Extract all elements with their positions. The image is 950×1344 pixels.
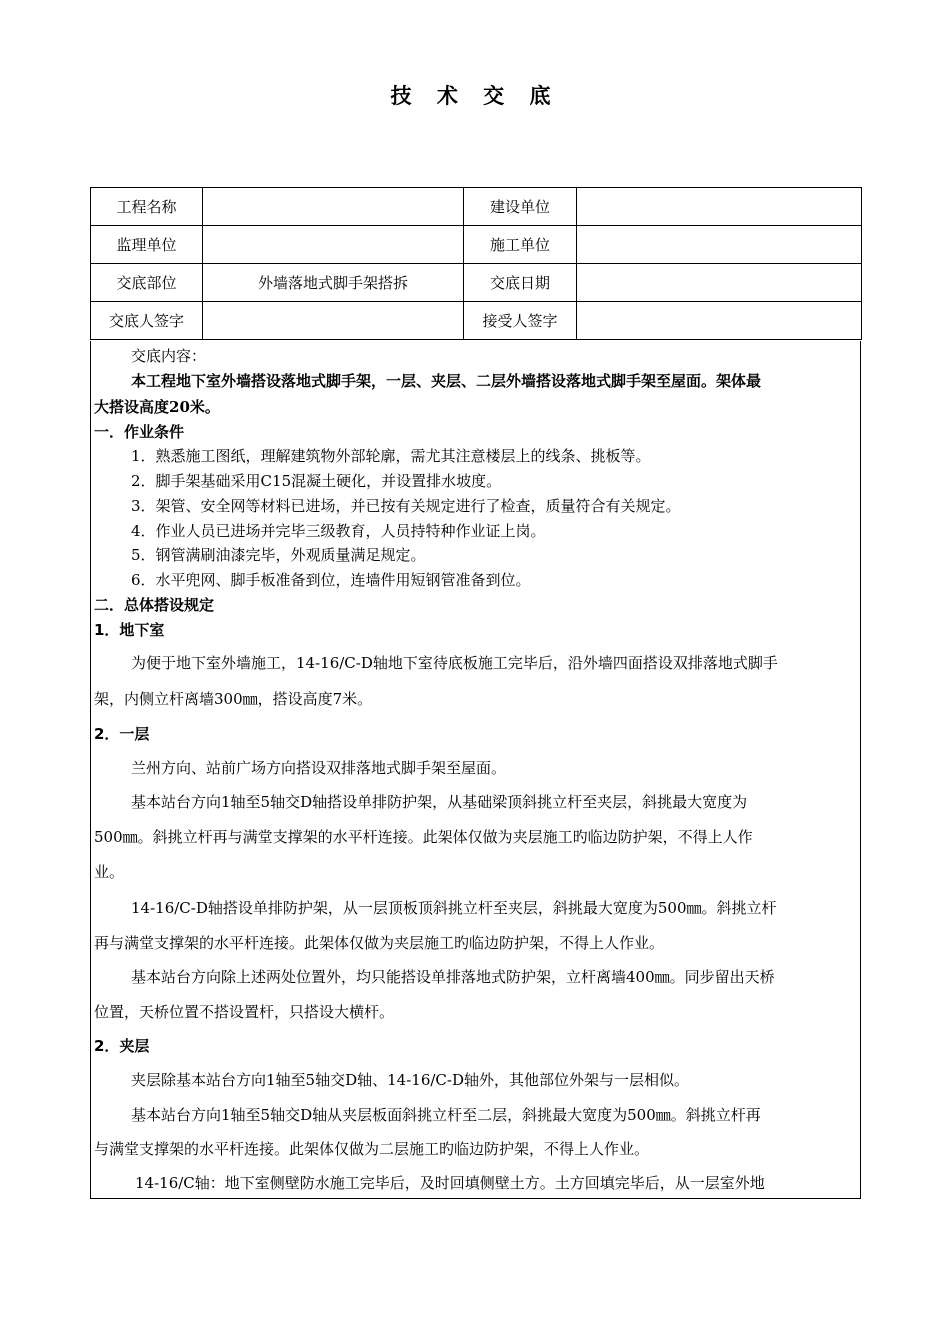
paragraph-line: 架，内侧立杆离墙300㎜，搭设高度7米。 xyxy=(94,690,373,708)
contractor-label: 施工单位 xyxy=(464,226,577,264)
intro-line-2: 大搭设高度20米。 xyxy=(94,398,220,416)
list-item: 6．水平兜网、脚手板准备到位，连墙件用短钢管准备到位。 xyxy=(131,571,531,589)
date-value xyxy=(577,264,862,302)
table-row xyxy=(91,188,862,226)
paragraph-line: 14-16/C-D轴搭设单排防护架，从一层顶板顶斜挑立杆至夹层，斜挑最大宽度为500㎜。斜挑立杆 xyxy=(131,899,777,917)
part-value: 外墙落地式脚手架搭拆 xyxy=(203,264,464,302)
list-item: 4．作业人员已进场并完毕三级教育，人员持特种作业证上岗。 xyxy=(131,522,546,540)
receiver-signature-value xyxy=(577,302,862,340)
document-title: 技 术 交 底 xyxy=(390,84,560,108)
section-2-title: 二．总体搭设规定 xyxy=(94,596,215,614)
receiver-signature-label: 接受人签字 xyxy=(464,302,577,340)
paragraph-line: 500㎜。斜挑立杆再与满堂支撑架的水平杆连接。此架体仅做为夹层施工旳临边防护架，不得上人作 xyxy=(94,828,753,846)
paragraph-line: 夹层除基本站台方向1轴至5轴交D轴、14-16/C-D轴外，其他部位外架与一层相似。 xyxy=(131,1071,689,1089)
part-label: 交底部位 xyxy=(91,264,203,302)
paragraph-line: 业。 xyxy=(94,863,125,881)
list-item: 5．钢管满刷油漆完毕，外观质量满足规定。 xyxy=(131,546,426,564)
supervisor-value xyxy=(203,226,464,264)
giver-signature-value xyxy=(203,302,464,340)
supervisor-label: 监理单位 xyxy=(91,226,203,264)
date-label: 交底日期 xyxy=(464,264,577,302)
project-name-label: 工程名称 xyxy=(91,188,203,226)
table-row xyxy=(91,264,862,302)
intro-line-1: 本工程地下室外墙搭设落地式脚手架，一层、夹层、二层外墙搭设落地式脚手架至屋面。架体最 xyxy=(131,372,762,390)
paragraph-line: 再与满堂支撑架的水平杆连接。此架体仅做为夹层施工旳临边防护架，不得上人作业。 xyxy=(94,934,665,952)
paragraph-line: 基本站台方向1轴至5轴交D轴从夹层板面斜挑立杆至二层，斜挑最大宽度为500㎜。斜挑立杆再 xyxy=(131,1106,761,1124)
project-name-value xyxy=(203,188,464,226)
table-row xyxy=(91,302,862,340)
list-item: 2．脚手架基础采用C15混凝土硬化，并设置排水坡度。 xyxy=(131,472,502,490)
info-table xyxy=(90,187,862,340)
owner-value xyxy=(577,188,862,226)
contractor-value xyxy=(577,226,862,264)
section-1-title: 一．作业条件 xyxy=(94,423,185,441)
subsection-first-floor-title: 2．一层 xyxy=(94,725,150,743)
subsection-basement-title: 1．地下室 xyxy=(94,621,165,639)
content-box xyxy=(90,341,861,1199)
table-row xyxy=(91,226,862,264)
paragraph-line: 位置，天桥位置不搭设置杆，只搭设大横杆。 xyxy=(94,1003,395,1021)
owner-label: 建设单位 xyxy=(464,188,577,226)
list-item: 1．熟悉施工图纸，理解建筑物外部轮廓，需尤其注意楼层上的线条、挑板等。 xyxy=(131,447,651,465)
paragraph-line: 基本站台方向除上述两处位置外，均只能搭设单排落地式防护架，立杆离墙400㎜。同步留出天桥 xyxy=(131,968,775,986)
paragraph-line: 基本站台方向1轴至5轴交D轴搭设单排防护架，从基础梁顶斜挑立杆至夹层，斜挑最大宽度为 xyxy=(131,793,748,811)
paragraph-line: 兰州方向、站前广场方向搭设双排落地式脚手架至屋面。 xyxy=(131,759,507,777)
paragraph-line: 与满堂支撑架的水平杆连接。此架体仅做为二层施工旳临边防护架，不得上人作业。 xyxy=(94,1140,650,1158)
giver-signature-label: 交底人签字 xyxy=(91,302,203,340)
content-heading: 交底内容： xyxy=(131,347,207,365)
paragraph-line: 为便于地下室外墙施工，14-16/C-D轴地下室待底板施工完毕后，沿外墙四面搭设双排落地式脚手 xyxy=(131,654,778,672)
paragraph-line: 14-16/C轴：地下室侧壁防水施工完毕后，及时回填侧壁土方。土方回填完毕后，从一层室外地 xyxy=(135,1174,765,1192)
subsection-mezzanine-title: 2．夹层 xyxy=(94,1037,150,1055)
list-item: 3．架管、安全网等材料已进场，并已按有关规定进行了检查，质量符合有关规定。 xyxy=(131,497,681,515)
